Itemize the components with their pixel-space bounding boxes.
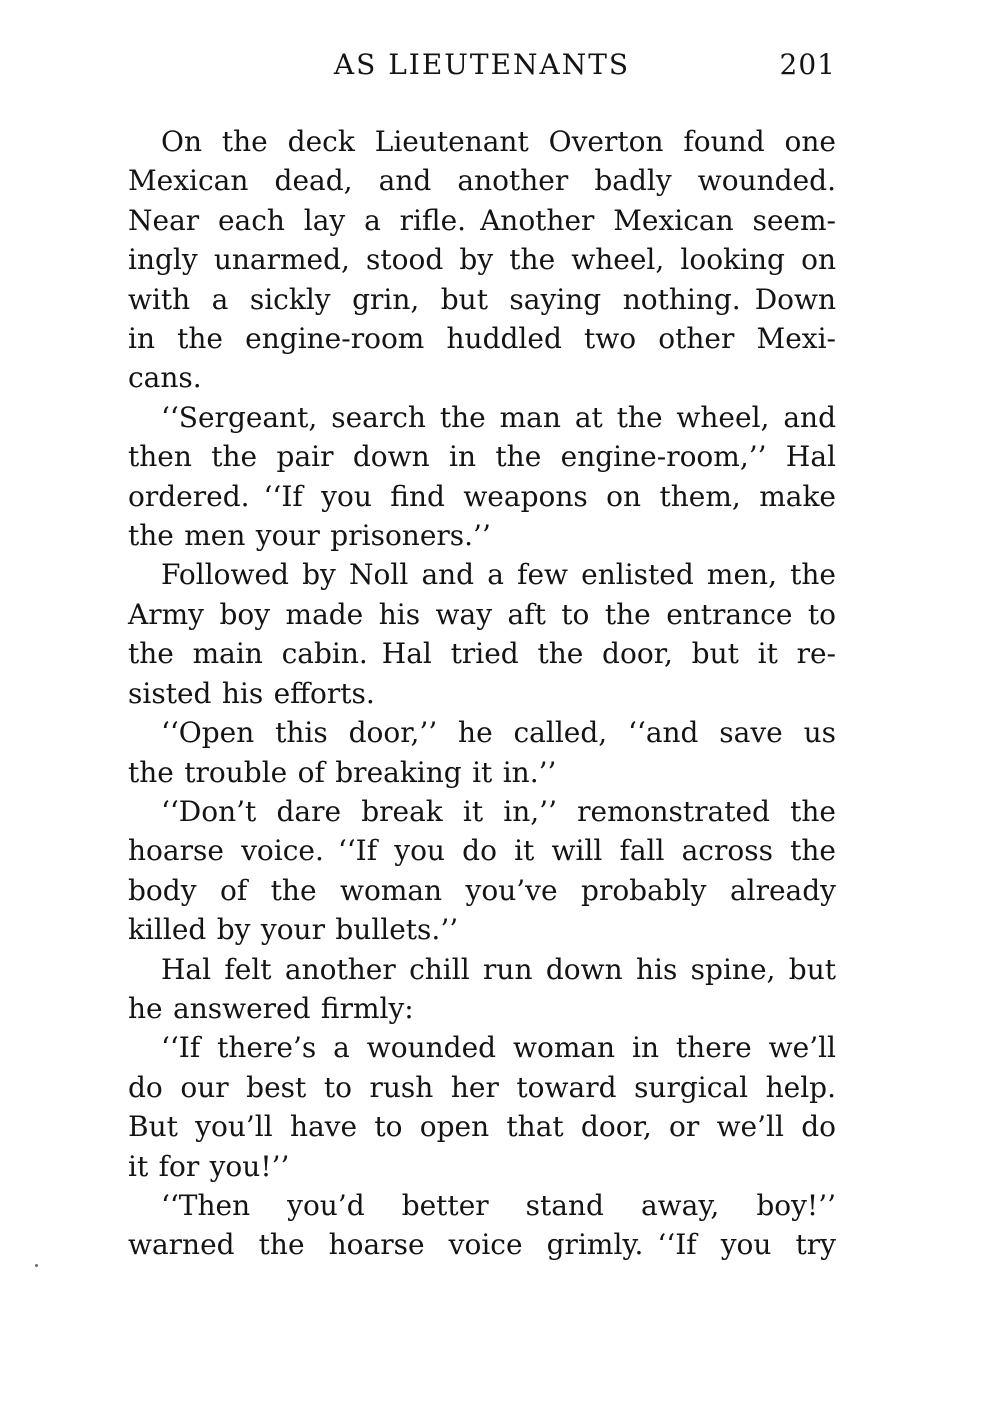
paragraph	[128, 1186, 836, 1265]
paragraph	[128, 398, 836, 556]
text-line: body of the woman you’ve probably already	[128, 873, 836, 907]
text-line: Army boy made his way aft to the entrance to	[128, 597, 836, 631]
text-line: in the engine-room huddled two other Mexi-	[128, 322, 836, 356]
text-line: ‘‘If there’s a wounded woman in there we’ll	[161, 1031, 836, 1065]
paragraph	[128, 1028, 836, 1186]
text-line: do our best to rush her toward surgical help.	[128, 1070, 836, 1104]
text-line: Followed by Noll and a few enlisted men, the	[161, 558, 836, 592]
paragraph	[128, 122, 836, 398]
text-line: ordered. ‘‘If you find weapons on them, make	[128, 479, 836, 513]
text-line: the trouble of breaking it in.’’	[128, 755, 557, 789]
text-line: hoarse voice. ‘‘If you do it will fall across the	[128, 834, 836, 868]
text-line: sisted his efforts.	[128, 676, 375, 710]
running-header	[128, 48, 836, 88]
page-body	[128, 122, 836, 1265]
text-line: cans.	[128, 361, 202, 395]
text-line: he answered firmly:	[128, 991, 414, 1025]
paragraph	[128, 713, 836, 792]
paragraph	[128, 555, 836, 713]
text-line: the main cabin. Hal tried the door, but it re-	[128, 637, 836, 671]
text-line: ‘‘Open this door,’’ he called, ‘‘and save us	[161, 716, 836, 750]
text-line: Near each lay a rifle. Another Mexican seem-	[128, 203, 836, 237]
running-header-title: AS LIEUTENANTS	[333, 48, 631, 81]
text-line: with a sickly grin, but saying nothing. Down	[128, 282, 836, 316]
text-line: killed by your bullets.’’	[128, 913, 459, 947]
text-line: On the deck Lieutenant Overton found one	[161, 125, 836, 158]
paragraph	[128, 792, 836, 950]
scan-artifact-speck	[35, 1264, 38, 1267]
text-line: warned the hoarse voice grimly. ‘‘If you try	[128, 1228, 836, 1262]
page-number: 201	[779, 48, 836, 81]
text-line: the men your prisoners.’’	[128, 519, 491, 553]
paragraph	[128, 950, 836, 1029]
text-line: ‘‘Sergeant, search the man at the wheel, and	[161, 400, 836, 434]
text-line: ‘‘Don’t dare break it in,’’ remonstrated the	[161, 794, 836, 828]
text-line: Mexican dead, and another badly wounded.	[128, 164, 836, 198]
text-line: But you’ll have to open that door, or we’ll do	[128, 1110, 836, 1144]
text-line: ingly unarmed, stood by the wheel, looking on	[128, 243, 836, 277]
text-line: Hal felt another chill run down his spine, but	[161, 952, 836, 986]
text-line: it for you!’’	[128, 1149, 290, 1183]
text-line: ‘‘Then you’d better stand away, boy!’’	[161, 1188, 836, 1222]
text-line: then the pair down in the engine-room,’’ Hal	[128, 440, 836, 474]
